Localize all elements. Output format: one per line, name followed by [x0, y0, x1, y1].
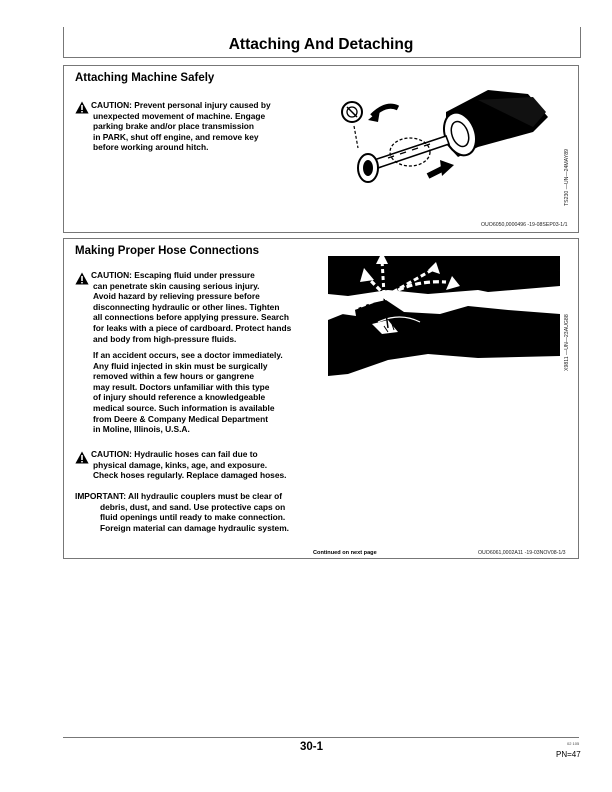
caution-line: CAUTION: Escaping fluid under pressure [91, 270, 255, 280]
figure-id: X9811 —UN—23AUG88 [564, 314, 570, 371]
caution-text-hoses [91, 449, 286, 481]
caution-text-accident [93, 350, 283, 435]
caution-line: Check hoses regularly. Replace damaged hoses. [93, 470, 287, 481]
caution-line: removed within a few hours or gangrene [93, 371, 255, 382]
caution-line: from Deere & Company Medical Department [93, 413, 268, 424]
key-removal-illustration [328, 72, 563, 202]
caution-line: for leaks with a piece of cardboard. Protect hands [93, 322, 292, 333]
warning-triangle-icon [75, 451, 89, 464]
caution-line: physical damage, kinks, age, and exposure. [93, 459, 268, 470]
important-text [75, 491, 289, 533]
caution-line: can penetrate skin causing serious injury. [93, 280, 260, 291]
caution-line: unexpected movement of machine. Engage [93, 110, 266, 121]
page-title: Attaching And Detaching [228, 36, 414, 53]
important-line: fluid openings until ready to make connection. [100, 512, 286, 523]
fluid-injection-illustration [328, 250, 563, 380]
important-line: IMPORTANT: All hydraulic couplers must be clear of [75, 491, 283, 501]
section-title: Attaching Machine Safely [75, 72, 215, 84]
footer-rule [63, 737, 579, 738]
warning-triangle-icon [75, 272, 89, 285]
page-number: 30-1 [300, 741, 324, 753]
caution-text-escaping-fluid-cont [93, 281, 291, 345]
caution-line: Avoid hazard by relieving pressure before [93, 291, 260, 302]
caution-line: all connections before applying pressure. Search [93, 312, 289, 323]
caution-line: If an accident occurs, see a doctor immediately. [93, 350, 283, 360]
caution-line: in Moline, Illinois, U.S.A. [93, 424, 190, 435]
caution-text-escaping-fluid [91, 270, 255, 281]
caution-text-1 [91, 100, 271, 153]
doc-reference: OUO6061,0002A11 -19-03NOV08-1/3 [478, 550, 566, 556]
caution-line: parking brake and/or place transmission [93, 121, 255, 132]
important-line: Foreign material can damage hydraulic system. [100, 522, 289, 533]
print-code: 02 105 [567, 741, 580, 746]
caution-line: Any fluid injected in skin must be surgically [93, 360, 268, 371]
caution-line: in PARK, shut off engine, and remove key [93, 131, 259, 142]
figure-id: TS230 —UN—24MAY89 [564, 149, 570, 206]
caution-line: and body from high-pressure fluids. [93, 333, 237, 344]
continued-on-next-page: Continued on next page [313, 550, 377, 556]
doc-reference: OUO6050,0000496 -19-08SEP03-1/1 [481, 222, 568, 228]
warning-triangle-icon [75, 101, 89, 114]
caution-line: disconnecting hydraulic or other lines. Tighten [93, 301, 280, 312]
caution-line: CAUTION: Hydraulic hoses can fail due to [91, 449, 258, 459]
caution-line: of injury should reference a knowledgeable [93, 392, 266, 403]
caution-line: CAUTION: Prevent personal injury caused by [91, 100, 271, 110]
pn-number: PN=47 [556, 750, 581, 759]
caution-line: may result. Doctors unfamiliar with this type [93, 381, 270, 392]
caution-line: before working around hitch. [93, 142, 209, 153]
section-title: Making Proper Hose Connections [75, 245, 260, 257]
caution-line: medical source. Such information is available [93, 402, 275, 413]
important-line: debris, dust, and sand. Use protective caps on [100, 501, 286, 512]
